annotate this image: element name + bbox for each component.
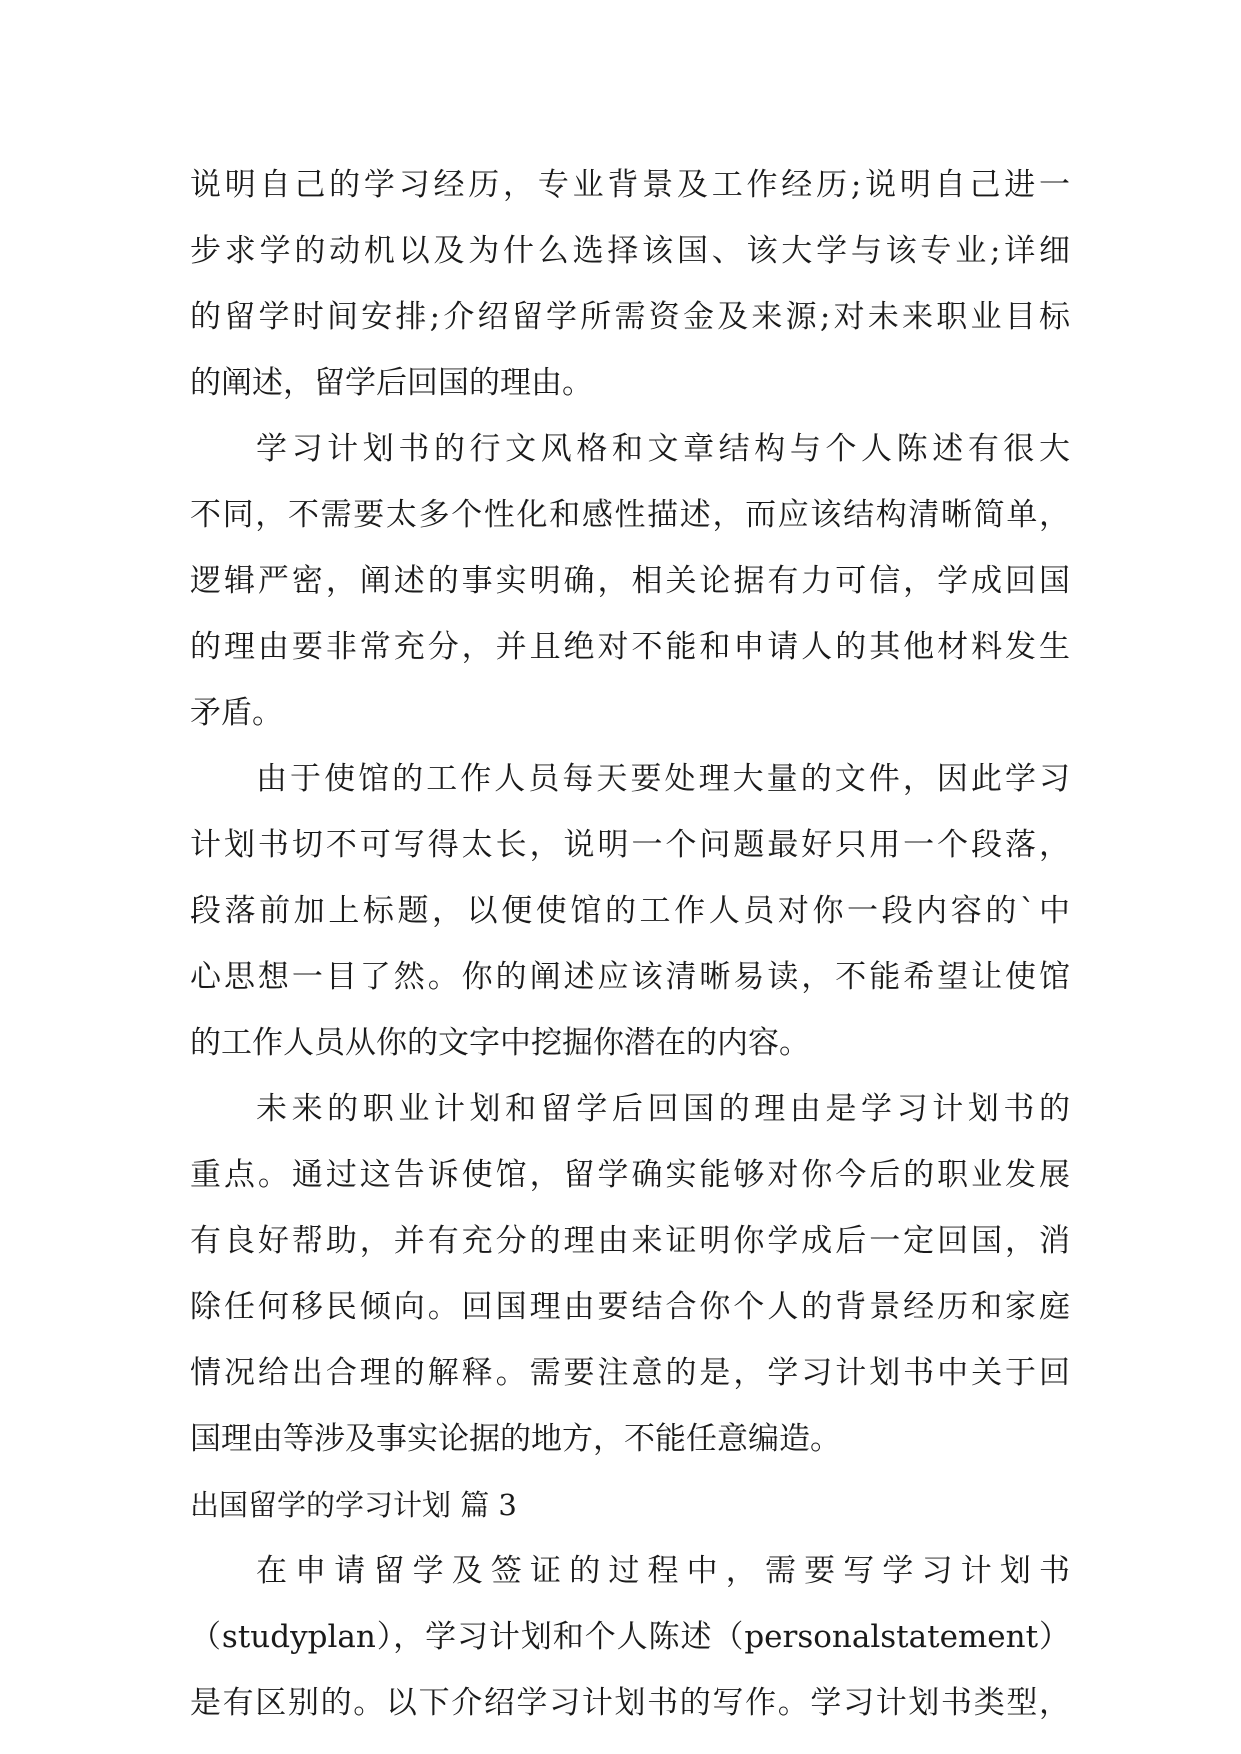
text-line: 步求学的动机以及为什么选择该国、该大学与该专业;详细 — [190, 233, 1070, 269]
text-line: 不同，不需要太多个性化和感性描述，而应该结构清晰简单， — [190, 497, 1070, 533]
text-line: 矛盾。 — [190, 695, 283, 731]
text-line: 国理由等涉及事实论据的地方，不能任意编造。 — [190, 1421, 841, 1457]
text-line: 情况给出合理的解释。需要注意的是，学习计划书中关于回 — [190, 1355, 1070, 1391]
paragraph — [190, 1076, 1070, 1472]
text-line: 逻辑严密，阐述的事实明确，相关论据有力可信，学成回国 — [190, 563, 1070, 599]
text-line: 心思想一目了然。你的阐述应该清晰易读，不能希望让使馆 — [190, 959, 1070, 995]
text-line: 说明自己的学习经历，专业背景及工作经历;说明自己进一 — [190, 167, 1070, 203]
text-line: 有良好帮助，并有充分的理由来证明你学成后一定回国，消 — [190, 1223, 1070, 1259]
text-line: 学习计划书的行文风格和文章结构与个人陈述有很大 — [256, 431, 1070, 467]
section-heading: 出国留学的学习计划 篇 3 — [190, 1488, 517, 1522]
text-line: 计划书切不可写得太长，说明一个问题最好只用一个段落， — [190, 827, 1070, 863]
text-line: 由于使馆的工作人员每天要处理大量的文件，因此学习 — [256, 761, 1070, 797]
paragraph — [190, 416, 1070, 746]
text-line: 的留学时间安排;介绍留学所需资金及来源;对未来职业目标 — [190, 299, 1070, 335]
paragraph — [190, 1538, 1070, 1736]
text-line: 段落前加上标题，以便使馆的工作人员对你一段内容的`中 — [190, 893, 1070, 929]
paragraph — [190, 746, 1070, 1076]
text-line: （studyplan），学习计划和个人陈述（personalstatement） — [190, 1619, 1070, 1655]
text-line: 的理由要非常充分，并且绝对不能和申请人的其他材料发生 — [190, 629, 1070, 665]
text-line: 的阐述，留学后回国的理由。 — [190, 365, 593, 401]
text-line: 除任何移民倾向。回国理由要结合你个人的背景经历和家庭 — [190, 1289, 1070, 1325]
text-line: 重点。通过这告诉使馆，留学确实能够对你今后的职业发展 — [190, 1157, 1070, 1193]
document-body — [190, 152, 1070, 1736]
text-line: 的工作人员从你的文字中挖掘你潜在的内容。 — [190, 1025, 810, 1061]
paragraph — [190, 152, 1070, 416]
text-line: 在申请留学及签证的过程中，需要写学习计划书 — [256, 1553, 1070, 1589]
text-line: 是有区别的。以下介绍学习计划书的写作。学习计划书类型， — [190, 1685, 1070, 1721]
text-line: 未来的职业计划和留学后回国的理由是学习计划书的 — [256, 1091, 1070, 1127]
